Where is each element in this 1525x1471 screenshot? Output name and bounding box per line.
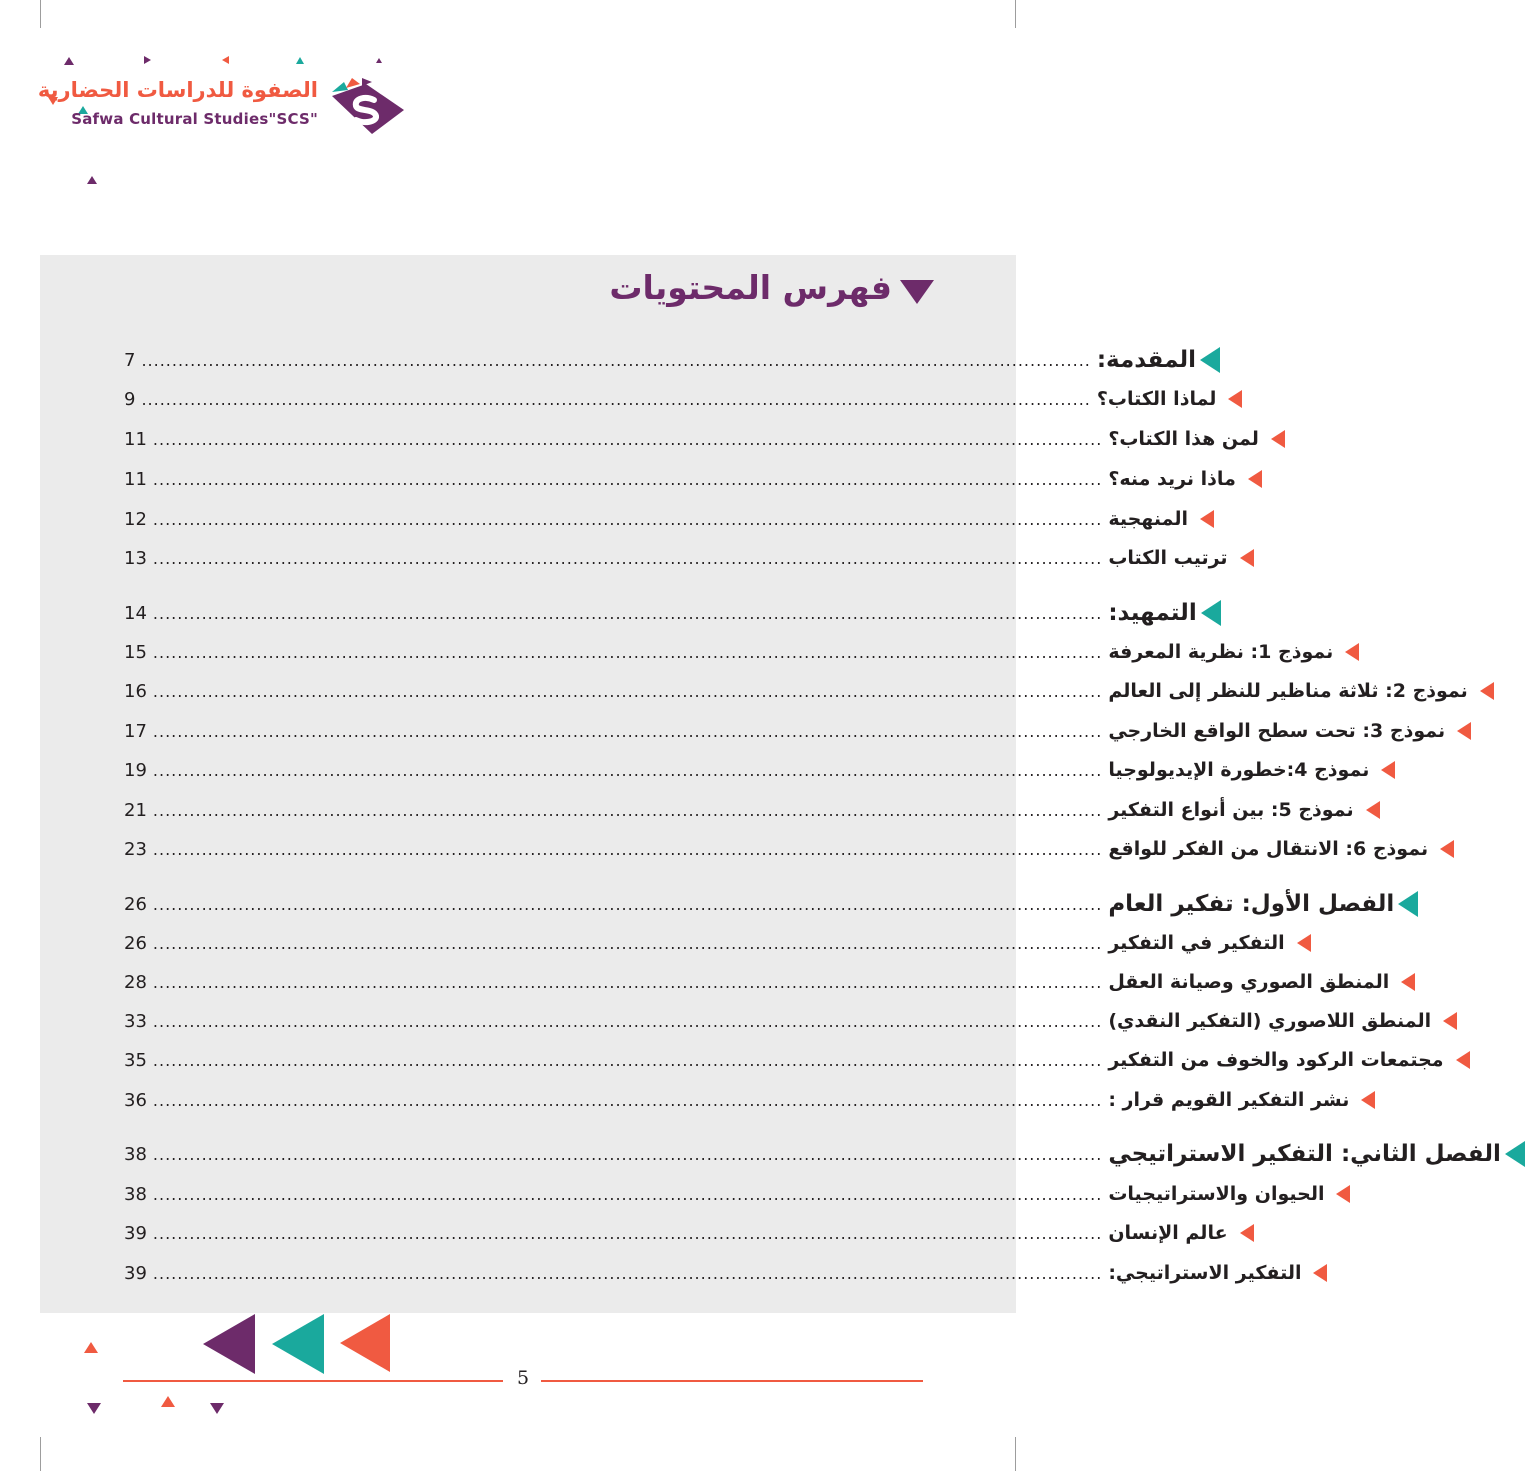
orange-triangle-icon: [1228, 390, 1242, 408]
decor-triangle-icon: [222, 56, 229, 64]
toc-item-row[interactable]: [124, 1043, 1444, 1077]
orange-triangle-icon: [1457, 722, 1471, 740]
item-title: نموذج 2: ثلاثة مناظير للنظر إلى العالم: [1108, 680, 1468, 702]
orange-triangle-icon: [1313, 1264, 1327, 1282]
page-number: 15: [124, 641, 147, 663]
toc-item-row[interactable]: [124, 674, 1468, 708]
decor-triangle-icon: [84, 1342, 98, 1353]
dot-leader: ............................................................................................................................................................: [141, 389, 1091, 409]
dot-leader: ............................................................................................................................................................: [152, 721, 1103, 741]
page-number: 33: [124, 1010, 147, 1032]
toc-item-row[interactable]: [124, 1177, 1325, 1211]
decor-triangle-icon: [376, 58, 382, 63]
dot-leader: ............................................................................................................................................................: [152, 681, 1103, 701]
orange-triangle-icon: [1480, 682, 1494, 700]
orange-triangle-icon: [1366, 801, 1380, 819]
page-number: 11: [124, 468, 147, 490]
section-title: المقدمة:: [1096, 347, 1197, 373]
toc-heading: [609, 268, 934, 307]
item-title: نموذج 6: الانتقال من الفكر للواقع: [1108, 838, 1429, 860]
teal-triangle-icon: [1398, 891, 1418, 917]
decor-triangle-icon: [144, 56, 151, 64]
teal-triangle-icon: [1201, 600, 1221, 626]
page-number: 9: [124, 388, 136, 410]
toc-item-row[interactable]: [124, 502, 1188, 536]
item-title: التفكير في التفكير: [1108, 932, 1285, 954]
page-number: 7: [124, 349, 136, 371]
page-number: 19: [124, 759, 147, 781]
page-number: 13: [124, 547, 147, 569]
toc-item-row[interactable]: [124, 714, 1446, 748]
page-number: 11: [124, 428, 147, 450]
item-title: ترتيب الكتاب: [1108, 547, 1228, 569]
toc-item-row[interactable]: [124, 793, 1354, 827]
decor-triangle-icon: [161, 1396, 175, 1407]
dot-leader: ............................................................................................................................................................: [152, 469, 1103, 489]
page-number: 23: [124, 838, 147, 860]
teal-triangle-icon: [272, 1314, 324, 1374]
orange-triangle-icon: [1381, 761, 1395, 779]
orange-triangle-icon: [1200, 510, 1214, 528]
decor-triangle-icon: [210, 1403, 224, 1414]
dot-leader: ............................................................................................................................................................: [152, 1144, 1103, 1164]
page-number: 26: [124, 932, 147, 954]
purple-triangle-icon: [203, 1314, 255, 1374]
toc-title: فهرس المحتويات: [609, 268, 892, 307]
section-title: التمهيد:: [1108, 600, 1197, 626]
dot-leader: ............................................................................................................................................................: [152, 933, 1103, 953]
item-title: نموذج 5: بين أنواع التفكير: [1108, 799, 1354, 821]
dot-leader: ............................................................................................................................................................: [152, 760, 1103, 780]
crop-mark: [40, 1437, 41, 1471]
item-title: عالم الإنسان: [1108, 1222, 1228, 1244]
item-title: لمن هذا الكتاب؟: [1108, 428, 1259, 450]
orange-triangle-icon: [1336, 1185, 1350, 1203]
publisher-logo: [37, 76, 408, 138]
orange-triangle-icon: [1401, 973, 1415, 991]
decor-triangle-icon: [87, 1403, 101, 1414]
logo-name-arabic: الصفوة للدراسات الحضارية: [37, 78, 318, 102]
decor-triangle-icon: [296, 57, 304, 64]
toc-item-row[interactable]: [124, 1083, 1350, 1117]
item-title: المنطق الصوري وصيانة العقل: [1108, 971, 1390, 993]
toc-item-row[interactable]: [124, 832, 1429, 866]
dot-leader: ............................................................................................................................................................: [152, 642, 1103, 662]
orange-triangle-icon: [1248, 470, 1262, 488]
page-number: 12: [124, 508, 147, 530]
item-title: لماذا الكتاب؟: [1096, 388, 1217, 410]
orange-triangle-icon: [1361, 1091, 1375, 1109]
item-title: المنهجية: [1108, 508, 1188, 530]
toc-item-row[interactable]: [124, 541, 1228, 575]
dot-leader: ............................................................................................................................................................: [152, 839, 1103, 859]
dot-leader: ............................................................................................................................................................: [152, 1050, 1103, 1070]
toc-section-row[interactable]: [124, 887, 1395, 921]
orange-triangle-icon: [340, 1314, 390, 1372]
heading-triangle-icon: [900, 280, 934, 304]
toc-item-row[interactable]: [124, 462, 1236, 496]
orange-triangle-icon: [1271, 430, 1285, 448]
crop-mark: [1015, 0, 1016, 28]
section-title: الفصل الأول: تفكير العام: [1108, 891, 1395, 917]
orange-triangle-icon: [1440, 840, 1454, 858]
dot-leader: ............................................................................................................................................................: [141, 350, 1091, 370]
toc-section-row[interactable]: [124, 1137, 1501, 1171]
page-number: 14: [124, 602, 147, 624]
toc-item-row[interactable]: [124, 382, 1217, 416]
page-number: 16: [124, 680, 147, 702]
page-number: 26: [124, 893, 147, 915]
toc-item-row[interactable]: [124, 635, 1334, 669]
page-number: 38: [124, 1143, 147, 1165]
item-title: ماذا نريد منه؟: [1108, 468, 1236, 490]
page-number: 36: [124, 1089, 147, 1111]
toc-section-row[interactable]: [124, 596, 1197, 630]
page-number: 21: [124, 799, 147, 821]
item-title: مجتمعات الركود والخوف من التفكير: [1108, 1049, 1444, 1071]
teal-triangle-icon: [1200, 347, 1220, 373]
toc-item-row[interactable]: [124, 965, 1390, 999]
logo-name-english: Safwa Cultural Studies"SCS": [71, 110, 318, 128]
item-title: التفكير الاستراتيجي:: [1108, 1262, 1302, 1284]
orange-triangle-icon: [1456, 1051, 1470, 1069]
toc-item-row[interactable]: [124, 1256, 1302, 1290]
toc-section-row[interactable]: [124, 343, 1197, 377]
dot-leader: ............................................................................................................................................................: [152, 1263, 1103, 1283]
dot-leader: ............................................................................................................................................................: [152, 1090, 1103, 1110]
page-number: 28: [124, 971, 147, 993]
dot-leader: ............................................................................................................................................................: [152, 972, 1103, 992]
section-title: الفصل الثاني: التفكير الاستراتيجي: [1108, 1141, 1501, 1167]
item-title: نموذج 3: تحت سطح الواقع الخارجي: [1108, 720, 1446, 742]
page-number: 17: [124, 720, 147, 742]
decor-triangle-icon: [64, 57, 74, 65]
orange-triangle-icon: [1297, 934, 1311, 952]
toc-item-row[interactable]: [124, 926, 1285, 960]
page-number: 39: [124, 1262, 147, 1284]
orange-triangle-icon: [1240, 1224, 1254, 1242]
dot-leader: ............................................................................................................................................................: [152, 894, 1103, 914]
dot-leader: ............................................................................................................................................................: [152, 1011, 1103, 1031]
decor-triangle-icon: [87, 176, 97, 184]
crop-mark: [1015, 1437, 1016, 1471]
item-title: نشر التفكير القويم قرار :: [1108, 1089, 1350, 1111]
dot-leader: ............................................................................................................................................................: [152, 603, 1103, 623]
footer-rule-right: [541, 1380, 923, 1382]
dot-leader: ............................................................................................................................................................: [152, 1223, 1103, 1243]
item-title: الحيوان والاستراتيجيات: [1108, 1183, 1325, 1205]
orange-triangle-icon: [1240, 549, 1254, 567]
orange-triangle-icon: [1345, 643, 1359, 661]
crop-mark: [40, 0, 41, 28]
toc-item-row[interactable]: [124, 1004, 1432, 1038]
page-number: 35: [124, 1049, 147, 1071]
dot-leader: ............................................................................................................................................................: [152, 548, 1103, 568]
toc-item-row[interactable]: [124, 1216, 1228, 1250]
dot-leader: ............................................................................................................................................................: [152, 509, 1103, 529]
scs-logo-icon: [322, 76, 408, 136]
dot-leader: ............................................................................................................................................................: [152, 1184, 1103, 1204]
page-number: 38: [124, 1183, 147, 1205]
item-title: المنطق اللاصوري (التفكير النقدي): [1108, 1010, 1432, 1032]
orange-triangle-icon: [1443, 1012, 1457, 1030]
toc-item-row[interactable]: [124, 753, 1370, 787]
toc-item-row[interactable]: [124, 422, 1259, 456]
dot-leader: ............................................................................................................................................................: [152, 800, 1103, 820]
page-number-footer: 5: [516, 1367, 530, 1389]
dot-leader: ............................................................................................................................................................: [152, 429, 1103, 449]
item-title: نموذج 4:خطورة الإيديولوجيا: [1108, 759, 1370, 781]
item-title: نموذج 1: نظرية المعرفة: [1108, 641, 1334, 663]
footer-rule-left: [123, 1380, 503, 1382]
teal-triangle-icon: [1505, 1141, 1525, 1167]
page-number: 39: [124, 1222, 147, 1244]
